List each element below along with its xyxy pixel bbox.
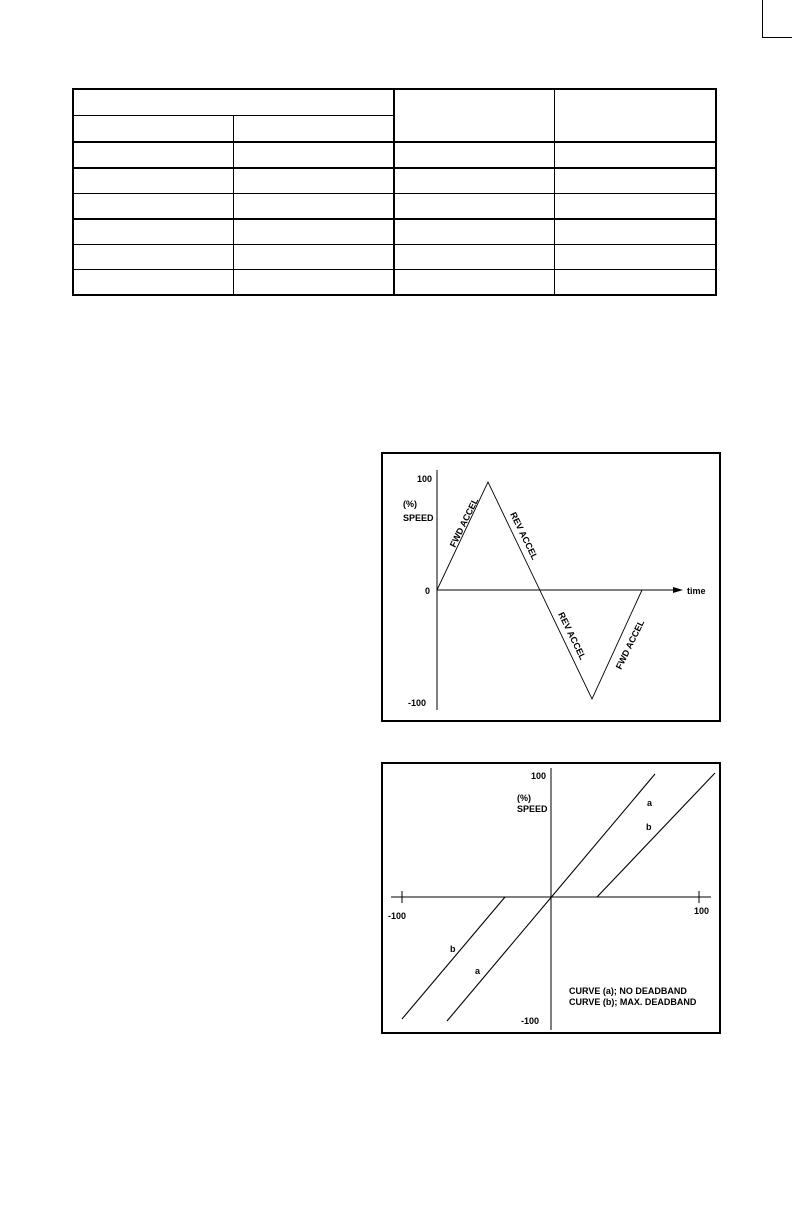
table-cell — [234, 270, 395, 296]
y-min-label: -100 — [408, 698, 427, 708]
y-axis-label: SPEED — [403, 513, 434, 523]
speed-time-figure — [381, 452, 721, 722]
x-axis-label: time — [687, 586, 706, 596]
table-cell — [394, 270, 555, 296]
y-max-label: 100 — [531, 771, 547, 781]
x-max-label: 100 — [694, 906, 710, 916]
table-row — [73, 194, 716, 220]
table-cell — [555, 219, 717, 245]
crop-mark — [762, 0, 763, 38]
deadband-diagram — [383, 764, 719, 1032]
segment-label: REV ACCEL — [508, 510, 540, 562]
y-zero-label: 0 — [425, 586, 431, 596]
deadband-figure — [381, 762, 721, 1034]
table-cell — [555, 245, 717, 270]
y-unit-label: (%) — [403, 499, 417, 509]
curve-a-label: a — [475, 966, 481, 976]
table-cell — [73, 168, 234, 194]
table-cell — [394, 194, 555, 220]
table-header-cell — [555, 89, 717, 142]
table-cell — [555, 168, 717, 194]
legend-curve-b: CURVE (b); MAX. DEADBAND — [569, 997, 697, 1007]
speed-time-diagram — [383, 454, 719, 720]
curve-b-lower-line — [402, 897, 505, 1019]
legend-curve-a: CURVE (a); NO DEADBAND — [569, 986, 687, 996]
x-axis-arrow-icon — [673, 587, 683, 593]
table-cell — [394, 245, 555, 270]
segment-label: FWD ACCEL — [613, 618, 647, 671]
table-cell — [555, 270, 717, 296]
table-cell — [555, 142, 717, 168]
table-cell — [234, 142, 395, 168]
segment-label: FWD ACCEL — [447, 496, 481, 549]
y-min-label: -100 — [521, 1016, 540, 1026]
curve-a-label: a — [647, 798, 653, 808]
table-header-cell — [394, 89, 555, 142]
table-header-row — [73, 89, 716, 116]
table-cell — [73, 270, 234, 296]
table-cell — [73, 142, 234, 168]
y-axis-label: SPEED — [517, 804, 548, 814]
spec-table — [72, 88, 717, 296]
curve-b-label: b — [450, 944, 456, 954]
x-min-label: -100 — [388, 911, 407, 921]
table-cell — [234, 219, 395, 245]
crop-mark — [762, 37, 792, 38]
table-cell — [234, 245, 395, 270]
table-cell — [394, 219, 555, 245]
table-cell — [555, 194, 717, 220]
curve-b-upper-line — [597, 773, 715, 897]
segment-label: REV ACCEL — [556, 610, 588, 662]
table-row — [73, 168, 716, 194]
table-cell — [73, 219, 234, 245]
table-row — [73, 142, 716, 168]
table-row — [73, 219, 716, 245]
table-row — [73, 270, 716, 296]
table-cell — [73, 194, 234, 220]
table-cell — [73, 245, 234, 270]
y-unit-label: (%) — [517, 793, 531, 803]
table-header-cell — [73, 116, 234, 143]
table-header-cell — [234, 116, 395, 143]
table-header-cell — [73, 89, 394, 116]
table-cell — [394, 142, 555, 168]
table-cell — [394, 168, 555, 194]
table-cell — [234, 194, 395, 220]
curve-b-label: b — [646, 822, 652, 832]
table-row — [73, 245, 716, 270]
table-cell — [234, 168, 395, 194]
y-max-label: 100 — [417, 474, 433, 484]
